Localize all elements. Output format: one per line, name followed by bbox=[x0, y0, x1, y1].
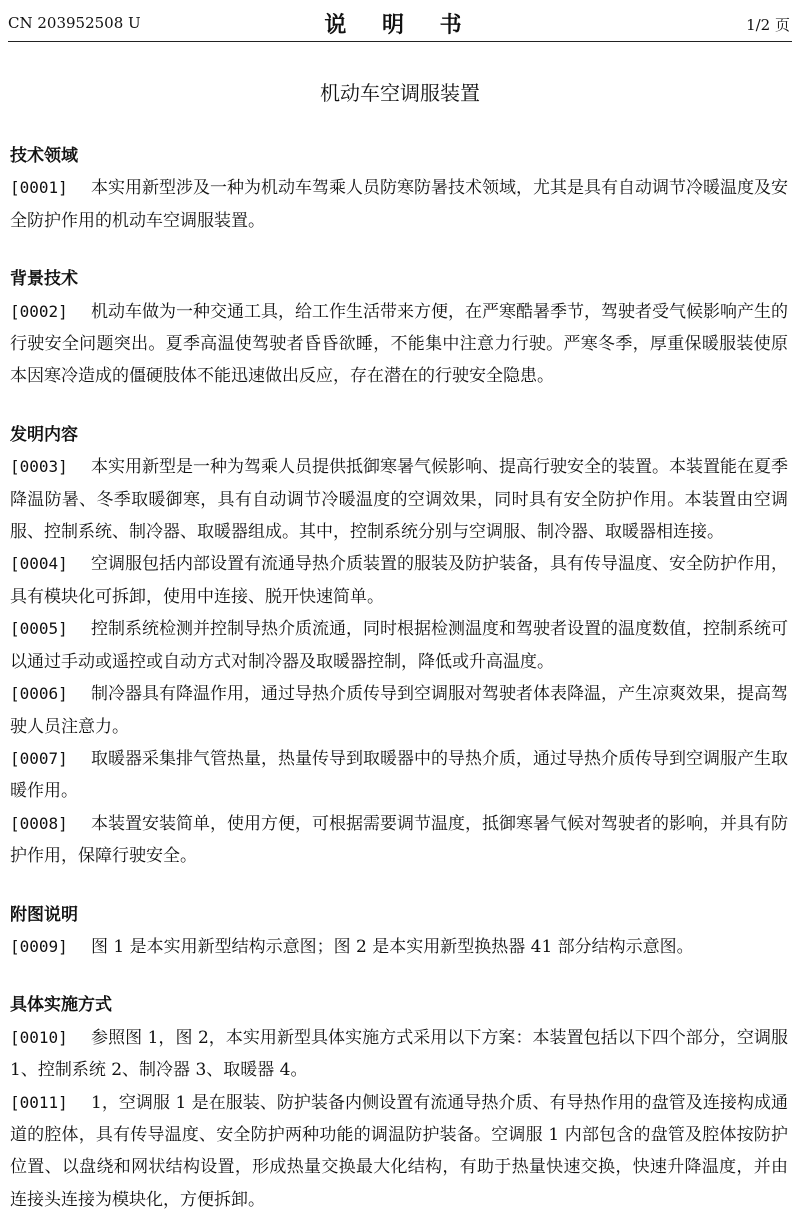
section-heading: 技术领域 bbox=[10, 146, 78, 166]
paragraph-text: 取暖器采集排气管热量，热量传导到取暖器中的导热介质，通过导热介质传导到空调服产生取暖作用。 bbox=[10, 748, 788, 802]
paragraph-text: 控制系统检测并控制导热介质流通，同时根据检测温度和驾驶者设置的温度数值，控制系统可以通过手动或遥控或自动方式对制冷器及取暖器控制，降低或升高温度。 bbox=[10, 619, 788, 672]
paragraph-0004 bbox=[10, 548, 788, 613]
paragraph-number: [0004] bbox=[10, 554, 68, 574]
paragraph-text: 参照图 1，图 2，本实用新型具体实施方式采用以下方案：本装置包括以下四个部分，空调服 1、控制系统 2、制冷器 3、取暖器 4。 bbox=[10, 1027, 788, 1081]
paragraph-text: 本装置安装简单，使用方便，可根据需要调节温度，抵御寒暑气候对驾驶者的影响，并具有防护作用，保障行驶安全。 bbox=[10, 813, 788, 867]
document-type-title: 说 明 书 bbox=[324, 13, 476, 38]
paragraph-number: [0009] bbox=[10, 936, 68, 956]
paragraph-number: [0002] bbox=[10, 301, 68, 321]
paragraph-number: [0006] bbox=[10, 684, 68, 704]
paragraph-number: [0001] bbox=[10, 178, 68, 198]
paragraph-text: 1，空调服 1 是在服装、防护装备内侧设置有流通导热介质、有导热作用的盘管及连接构成通道的腔体，具有传导温度、安全防护两种功能的调温防护装备。空调服 1 内部包含的盘管及腔体按防护位置、以盘绕和网状结构设置，形成热量交换最大化结构，有助于热量快速交换，快速升降温度，并由连接头连接为模块化，方便拆卸。 bbox=[10, 1092, 788, 1210]
paragraph-0005 bbox=[10, 613, 788, 678]
paragraph-0007 bbox=[10, 743, 788, 808]
paragraph-number: [0008] bbox=[10, 813, 68, 833]
paragraph-0008 bbox=[10, 808, 788, 873]
paragraph-0010 bbox=[10, 1022, 788, 1087]
paragraph-0003 bbox=[10, 451, 788, 548]
paragraph-number: [0011] bbox=[10, 1092, 68, 1112]
section-background bbox=[10, 263, 788, 393]
document-number: CN 203952508 U bbox=[8, 14, 141, 32]
header-divider bbox=[8, 41, 792, 42]
paragraph-text: 本实用新型是一种为驾乘人员提供抵御寒暑气候影响、提高行驶安全的装置。本装置能在夏季降温防暑、冬季取暖御寒，具有自动调节冷暖温度的空调效果，同时具有安全防护作用。本装置由空调服、控制系统、制冷器、取暖器组成。其中，控制系统分别与空调服、制冷器、取暖器相连接。 bbox=[10, 457, 788, 543]
paragraph-0006 bbox=[10, 678, 788, 743]
section-heading: 发明内容 bbox=[10, 424, 78, 445]
paragraph-number: [0003] bbox=[10, 457, 68, 477]
paragraph-0011 bbox=[10, 1087, 788, 1217]
section-heading: 背景技术 bbox=[10, 269, 78, 290]
paragraph-0009 bbox=[10, 931, 788, 963]
paragraph-text: 本实用新型涉及一种为机动车驾乘人员防寒防暑技术领域，尤其是具有自动调节冷暖温度及安全防护作用的机动车空调服装置。 bbox=[10, 178, 788, 231]
paragraph-text: 机动车做为一种交通工具，给工作生活带来方便，在严寒酷暑季节，驾驶者受气候影响产生的行驶安全问题突出。夏季高温使驾驶者昏昏欲睡，不能集中注意力行驶。严寒冬季，厚重保暖服装使原本因寒冷造成的僵硬肢体不能迅速做出反应，存在潜在的行驶安全隐患。 bbox=[10, 301, 788, 387]
section-embodiment bbox=[10, 989, 788, 1216]
page-indicator: 1/2 页 bbox=[746, 16, 790, 34]
paragraph-0002 bbox=[10, 296, 788, 393]
paragraph-text: 图 1 是本实用新型结构示意图；图 2 是本实用新型换热器 41 部分结构示意图。 bbox=[91, 936, 694, 957]
paragraph-number: [0010] bbox=[10, 1027, 68, 1047]
paragraph-number: [0007] bbox=[10, 748, 68, 768]
patent-title: 机动车空调服装置 bbox=[320, 81, 480, 105]
paragraph-text: 空调服包括内部设置有流通导热介质装置的服装及防护装备，具有传导温度、安全防护作用，具有模块化可拆卸，使用中连接、脱开快速简单。 bbox=[10, 554, 788, 607]
section-technical-field bbox=[10, 140, 788, 237]
section-invention-content bbox=[10, 419, 788, 873]
document-body bbox=[10, 140, 788, 1216]
section-heading: 附图说明 bbox=[10, 904, 78, 925]
paragraph-number: [0005] bbox=[10, 619, 68, 639]
paragraph-text: 制冷器具有降温作用，通过导热介质传导到空调服对驾驶者体表降温，产生凉爽效果，提高驾驶人员注意力。 bbox=[10, 684, 788, 737]
section-heading: 具体实施方式 bbox=[10, 995, 112, 1016]
paragraph-0001 bbox=[10, 172, 788, 237]
section-figure-description bbox=[10, 899, 788, 964]
